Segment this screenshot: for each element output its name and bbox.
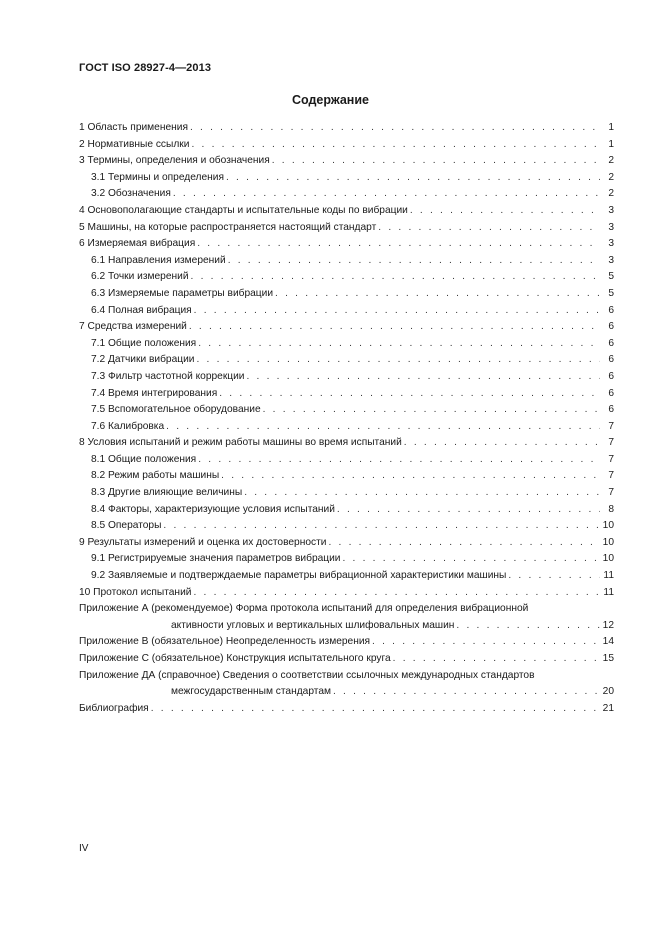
leader-dots [275,286,600,303]
toc-annex-da-line2: межгосударственным стандартам [171,686,331,698]
toc-entry-page: 1 [608,122,614,133]
leader-dots [151,701,600,718]
toc-entry[interactable] [79,435,614,452]
leader-dots [163,518,600,535]
table-of-contents [79,120,614,717]
leader-dots [198,452,600,469]
toc-entry-page: 1 [608,138,614,150]
toc-entry-title: 7.1 Общие положения [91,337,197,349]
toc-entry[interactable] [79,369,614,386]
toc-entry-page: 7 [608,470,614,482]
toc-entries [79,120,614,601]
toc-entry-page: 3 [608,238,614,250]
leader-dots [191,137,600,154]
toc-entry-page: 6 [608,354,614,366]
toc-entry-page: 6 [608,337,614,349]
toc-entry-page: 6 [608,321,614,333]
leader-dots [328,535,600,552]
leader-dots [228,253,600,270]
toc-entry[interactable] [79,336,614,353]
toc-annex-da[interactable] [79,668,614,701]
toc-entry[interactable] [79,518,614,535]
toc-annex-b[interactable] [79,634,614,651]
toc-entry-page: 5 [608,271,614,283]
toc-entry-title: 6.3 Измеряемые параметры вибрации [91,287,274,299]
leader-dots [378,220,600,237]
toc-entry[interactable] [79,468,614,485]
toc-entry-title: 3 Термины, определения и обозначения [79,155,270,167]
toc-annex-a-line2: активности угловых и вертикальных шлифовальных машин [171,619,455,631]
toc-entry-page: 5 [608,287,614,299]
toc-entry[interactable] [79,352,614,369]
toc-entry-title: 1 Область применения [79,122,188,133]
toc-entry[interactable] [79,153,614,170]
toc-entry-page: 2 [608,155,614,167]
toc-entry-title: 5 Машины, на которые распространяется настоящий стандарт [79,221,377,233]
leader-dots [189,319,600,336]
leader-dots [173,186,600,203]
toc-entry-title: 8.2 Режим работы машины [91,470,220,482]
leader-dots [196,352,600,369]
toc-annex-a[interactable] [79,601,614,634]
toc-annex-b-text: Приложение В (обязательное) Неопределенность измерения [79,636,371,648]
toc-entry-title: 4 Основополагающие стандарты и испытательные коды по вибрации [79,204,408,216]
toc-entry-title: 7.5 Вспомогательное оборудование [91,404,261,416]
toc-entry-page: 3 [608,254,614,266]
leader-dots [456,618,600,635]
toc-entry-title: 7.3 Фильтр частотной коррекции [91,370,245,382]
leader-dots [244,485,600,502]
toc-entry-page: 11 [603,586,614,598]
toc-annex-da-line1: Приложение ДА (справочное) Сведения о соответствии ссылочных международных стандартов [79,669,535,681]
toc-entry-title: 8.3 Другие влияющие величины [91,487,243,499]
toc-entry[interactable] [79,303,614,320]
toc-entry-title: 8.5 Операторы [91,520,162,532]
toc-entry[interactable] [79,319,614,336]
toc-entry-title: 3.2 Обозначения [91,188,171,200]
leader-dots [198,336,600,353]
toc-entry-title: 8.1 Общие положения [91,453,197,465]
toc-entry-title: 9.2 Заявляемые и подтверждаемые параметры вибрационной характеристики машины [91,570,507,582]
toc-entry-title: 6.2 Точки измерений [91,271,189,283]
toc-entry[interactable] [79,535,614,552]
page-number: IV [79,843,89,854]
toc-entry[interactable] [79,120,614,137]
toc-entry[interactable] [79,286,614,303]
leader-dots [508,568,600,585]
toc-entry[interactable] [79,170,614,187]
toc-entry-title: 8 Условия испытаний и режим работы машины во время испытаний [79,437,402,449]
leader-dots [221,468,600,485]
toc-annex-b-page: 14 [602,636,614,648]
toc-entry[interactable] [79,220,614,237]
toc-annex-a-page: 12 [602,619,614,631]
toc-entry[interactable] [79,452,614,469]
toc-bibliography-text: Библиография [79,702,149,714]
toc-entry[interactable] [79,203,614,220]
toc-entry-title: 9.1 Регистрируемые значения параметров вибрации [91,553,341,565]
toc-entry[interactable] [79,137,614,154]
toc-entry-title: 7 Средства измерений [79,321,187,333]
toc-entry-title: 9 Результаты измерений и оценка их достоверности [79,536,327,548]
toc-annex-c[interactable] [79,651,614,668]
toc-entry-page: 7 [608,453,614,465]
toc-annex-da-page: 20 [602,686,614,698]
leader-dots [247,369,601,386]
toc-entry-title: 3.1 Термины и определения [91,171,224,183]
toc-entry[interactable] [79,585,614,602]
toc-annex-c-text: Приложение С (обязательное) Конструкция испытательного круга [79,653,391,664]
leader-dots [194,303,600,320]
leader-dots [197,236,600,253]
toc-entry-title: 6 Измеряемая вибрация [79,238,196,250]
leader-dots [190,120,600,137]
toc-entry-page: 10 [602,520,614,532]
toc-entry-page: 11 [603,570,614,582]
toc-entry-title: 2 Нормативные ссылки [79,138,190,150]
leader-dots [272,153,600,170]
leader-dots [219,386,600,403]
toc-entry-title: 8.4 Факторы, характеризующие условия испытаний [91,503,335,515]
toc-entry-page: 6 [608,370,614,382]
toc-entry-page: 10 [602,536,614,548]
leader-dots [337,502,600,519]
leader-dots [404,435,600,452]
toc-entry-page: 2 [608,188,614,200]
leader-dots [263,402,600,419]
leader-dots [166,419,600,436]
toc-bibliography[interactable] [79,701,614,718]
toc-entry[interactable] [79,186,614,203]
toc-entry-page: 6 [608,387,614,399]
toc-entry[interactable] [79,236,614,253]
leader-dots [393,651,600,668]
toc-entry-page: 7 [608,487,614,499]
leader-dots [191,269,600,286]
toc-entry[interactable] [79,485,614,502]
toc-bibliography-page: 21 [602,702,614,714]
toc-entry-title: 10 Протокол испытаний [79,586,192,598]
leader-dots [343,551,601,568]
toc-entry-page: 8 [608,503,614,515]
leader-dots [410,203,600,220]
toc-entry[interactable] [79,551,614,568]
toc-entry-page: 2 [608,171,614,183]
toc-entry-title: 6.4 Полная вибрация [91,304,192,316]
toc-entry-page: 3 [608,221,614,233]
toc-annex-a-line1: Приложение А (рекомендуемое) Форма протокола испытаний для определения вибрационной [79,603,529,615]
toc-entry-title: 7.6 Калибровка [91,420,165,432]
toc-title: Содержание [291,93,369,107]
toc-entry-page: 7 [608,437,614,449]
toc-entry[interactable] [79,269,614,286]
toc-entry[interactable] [79,568,614,585]
toc-entry-page: 10 [602,553,614,565]
toc-entry-page: 3 [608,204,614,216]
toc-entry[interactable] [79,419,614,436]
toc-entry[interactable] [79,386,614,403]
leader-dots [333,684,600,701]
toc-entry-title: 7.2 Датчики вибрации [91,354,195,366]
toc-entry-page: 7 [608,420,614,432]
leader-dots [372,634,600,651]
toc-entry-page: 6 [608,304,614,316]
toc-entry[interactable] [79,253,614,270]
toc-entry-title: 6.1 Направления измерений [91,254,226,266]
leader-dots [226,170,600,187]
toc-entry[interactable] [79,502,614,519]
toc-entry-title: 7.4 Время интегрирования [91,387,218,399]
document-header: ГОСТ ISO 28927-4—2013 [79,62,212,74]
toc-annex-c-page: 15 [602,653,614,664]
toc-entry[interactable] [79,402,614,419]
leader-dots [193,585,600,602]
toc-entry-page: 6 [608,404,614,416]
